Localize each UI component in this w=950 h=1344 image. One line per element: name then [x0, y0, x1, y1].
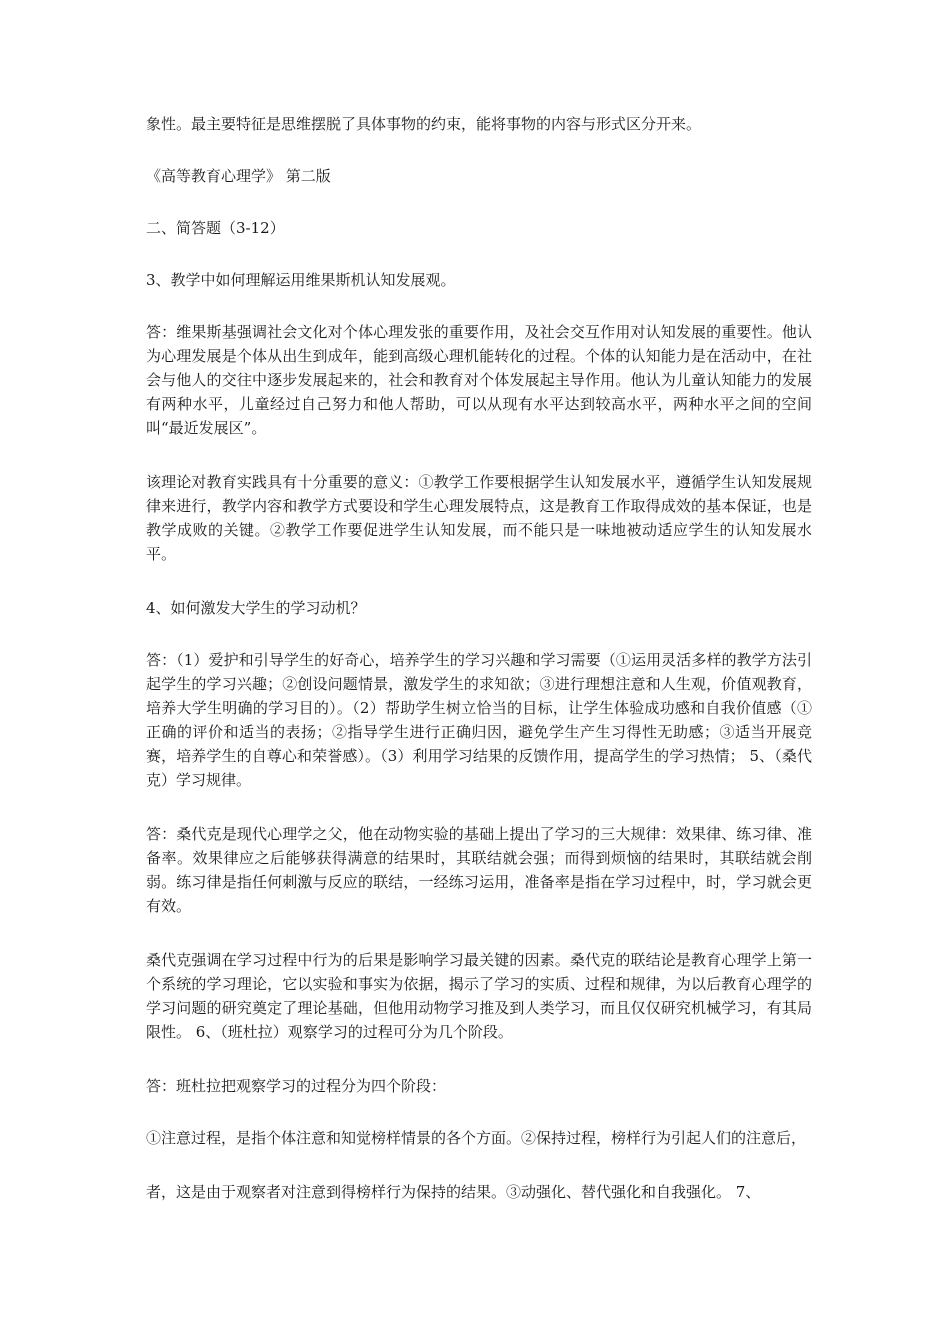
answer-5-evaluation: 桑代克强调在学习过程中行为的后果是影响学习最关键的因素。桑代克的联结论是教育心理学上第一个系统的学习理论，它以实验和事实为依据，揭示了学习的实质、过程和规律，为以后教育心理学的学习问题的研究奠定了理论基础，但他用动物学习推及到人类学习，而且仅仅研究机械学习，有其局限性。 6、（班杜拉）观察学习的过程可分为几个阶段。 [146, 951, 812, 1041]
answer-3: 答：维果斯基强调社会文化对个体心理发张的重要作用，及社会交互作用对认知发展的重要性。他认为心理发展是个体从出生到成年，能到高级心理机能转化的过程。个体的认知能力是在活动中，在社会与他人的交往中逐步发展起来的，社会和教育对个体发展起主导作用。他认为儿童认知能力的发展有两种水平，儿童经过自己努力和他人帮助，可以从现有水平达到较高水平，两种水平之间的空间叫“最近发展区”。 [146, 323, 812, 437]
answer-3-significance: 该理论对教育实践具有十分重要的意义：①教学工作要根据学生认知发展水平，遵循学生认知发展规律来进行，教学内容和教学方式要设和学生心理发展特点，这是教育工作取得成效的基本保证，也是教学成败的关键。②教学工作要促进学生认知发展，而不能只是一味地被动适应学生的认知发展水平。 [146, 473, 812, 563]
book-title: 《高等教育心理学》 第二版 [146, 167, 331, 185]
section-heading: 二、简答题（3-12） [146, 219, 285, 237]
question-3: 3、教学中如何理解运用维果斯机认知发展观。 [146, 271, 456, 289]
answer-6-stages: ①注意过程，是指个体注意和知觉榜样情景的各个方面。②保持过程，榜样行为引起人们的注意后， [146, 1129, 807, 1147]
paragraph-intro: 象性。最主要特征是思维摆脱了具体事物的约束，能将事物的内容与形式区分开来。 [146, 115, 702, 133]
answer-6: 答：班杜拉把观察学习的过程分为四个阶段： [146, 1077, 447, 1095]
answer-4: 答：（1）爱护和引导学生的好奇心，培养学生的学习兴趣和学习需要（①运用灵活多样的教学方法引起学生的学习兴趣；②创设问题情景，激发学生的求知欲；③进行理想注意和人生观，价值观教育，培养大学生明确的学习目的）。（2）帮助学生树立恰当的目标，让学生体验成功感和自我价值感（①正确的评价和适当的表扬；②指导学生进行正确归因，避免学生产生习得性无助感；③适当开展竞赛，培养学生的自尊心和荣誉感）。（3）利用学习结果的反馈作用，提高学生的学习热情； 5、（桑代克）学习规律。 [146, 651, 812, 789]
question-4: 4、如何激发大学生的学习动机？ [146, 599, 366, 617]
answer-5: 答：桑代克是现代心理学之父，他在动物实验的基础上提出了学习的三大规律：效果律、练习律、准备率。效果律应之后能够获得满意的结果时，其联结就会强；而得到烦恼的结果时，其联结就会削弱。练习律是指任何刺激与反应的联结，一经练习运用，准备率是指在学习过程中，时，学习就会更有效。 [146, 825, 812, 915]
document-page [146, 112, 812, 1204]
answer-6-continued: 者，这是由于观察者对注意到得榜样行为保持的结果。③动强化、替代强化和自我强化。 7、 [146, 1183, 761, 1201]
